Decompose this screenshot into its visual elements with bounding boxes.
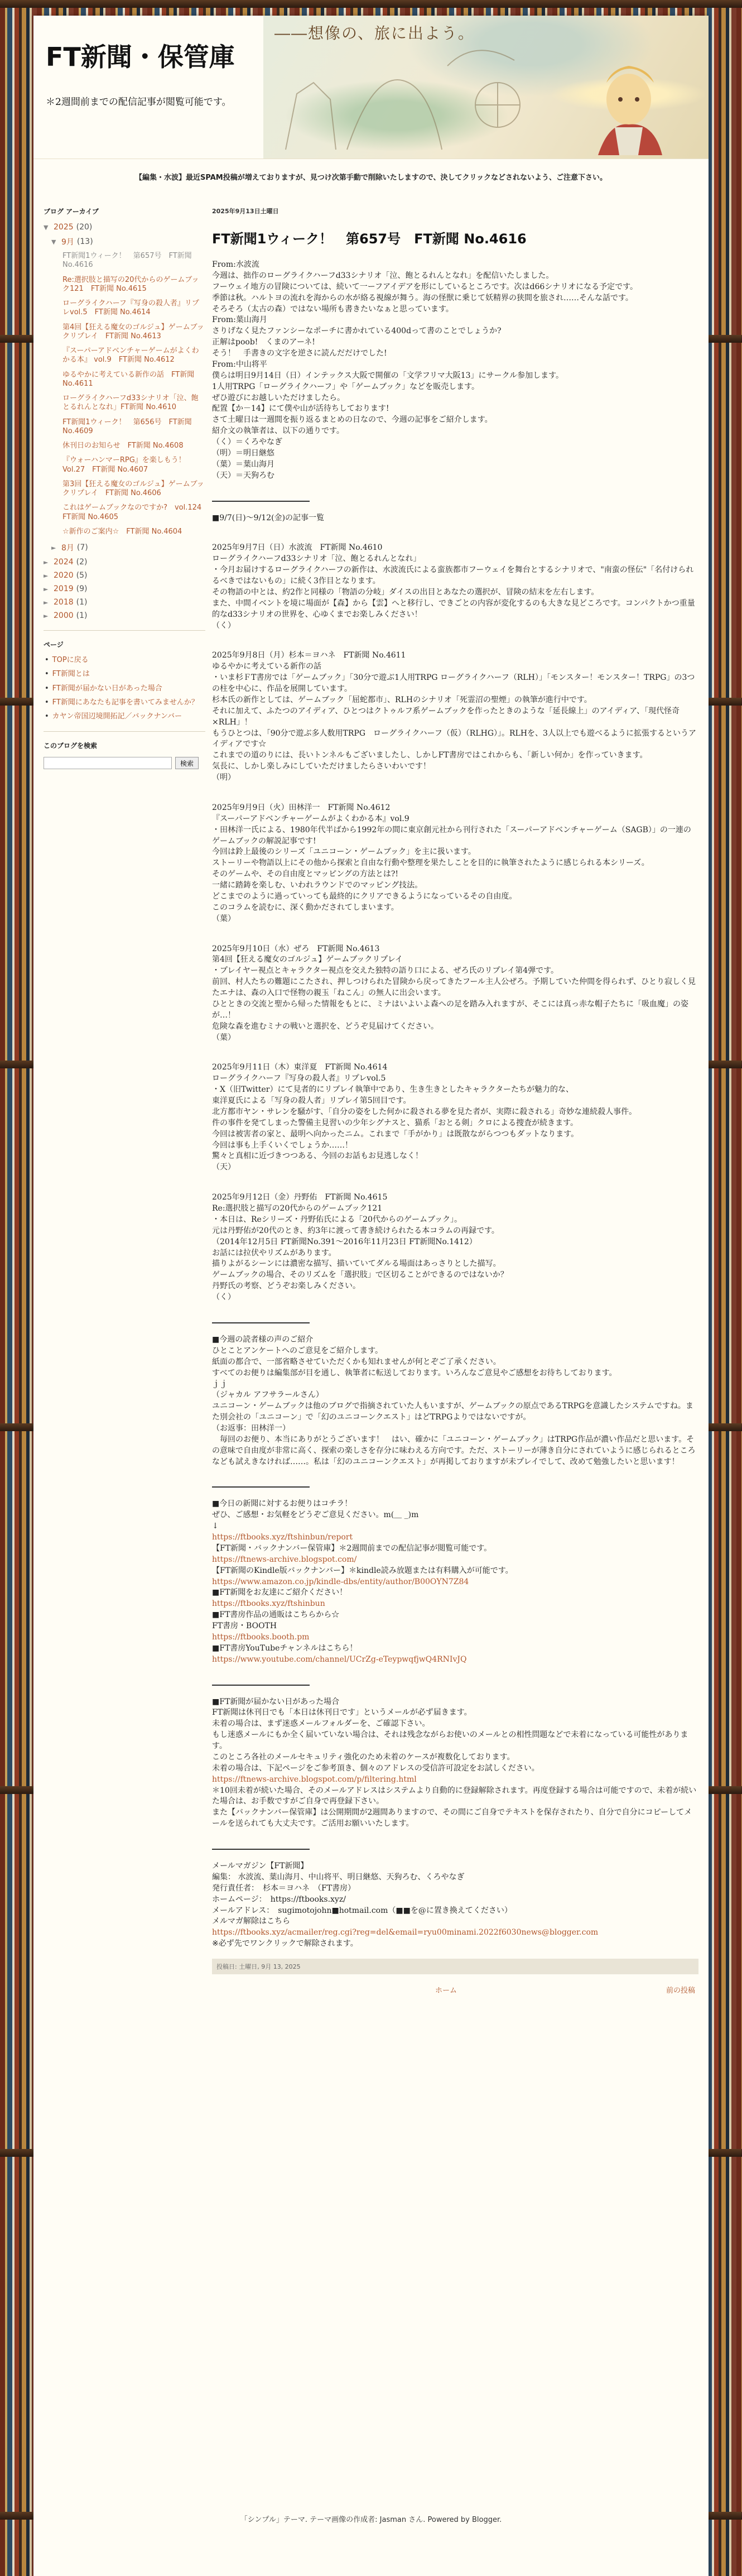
post-paragraph: ゆるやかに考えている新作の話 ・いま杉ＦT書房では「ゲームブック」「30分で遊ぶ1人用TRPG ローグライクハーフ（RLH）」「モンスター！モンスター！TRPG」の3つの柱を中心に、作品を展開しています。 杉本氏の新作としては、ゲームブック「屈蛇都市」、RLHのシナリオ「死霊沼の聖煙」の執筆が進行中です。 それに加えて、ふたつのアイディア、ひとつはクトゥルフ系ゲームブックを作ったときのような「延長線上」のアイディア、「現代怪奇×RLH」！ もうひとつは、「90分で遊ぶ多人数用TRPG ローグライクハーフ（仮）（RLHG）」。RLHを、3人以上でも遊べるように拡張するというアイディアです☆ これまでの道のりには、長いトンネルもございましたし、しかしFT書房ではこれからも、「新しい何か」を作っていきます。 気長に、しかし楽しみにしていただけましたらさいわいです！ （明） (212, 662, 696, 782)
section-divider (212, 1322, 310, 1323)
older-post-link[interactable]: 前の投稿 (666, 1987, 695, 1995)
archive-year-2024 (44, 558, 205, 567)
section-divider (212, 1849, 310, 1850)
page-footer: 「シンプル」テーマ. テーマ画像の作成者: Jasman さん. Powered by Blogger. (240, 2516, 502, 2524)
blog-title: FT新聞・保管庫 (46, 42, 235, 72)
post-paragraph: From:中山将平 僕らは明日9月14日（日）インテックス大阪で開催の「文学フリマ大阪13」にサークル参加します。 1人用TRPG「ローグライクハーフ」や「ゲームブック」などを販売します。 ぜひ遊びにお越しいただけましたら。 配置【か－14】にて僕や山が活待ちしております! (212, 359, 564, 414)
archive-year-2018 (44, 598, 205, 607)
post-paragraph: ｊｊ (212, 1379, 228, 1389)
bullet-icon: • (45, 698, 49, 707)
archive-count: (5) (76, 571, 88, 580)
post-paragraph: Re:選択肢と描写の20代からのゲームブック121 ・本日は、Reシリーズ・丹野佑氏による「20代からのゲームブック」。 元は丹野佑が20代のとき、約3年に渡って書き続けられたる本コラムの再録です。 （2014年12月5日 FT新聞No.391～2016年11月23日 FT新聞No.1412） お話には拉伏やリズムがあります。 描りよがるシーンには濃密な描写、描いていてダルる場面はあっさりとした描写。 ゲームブックの場合、そのリズムを「選択肢」で区切ることができるのではないか？ 丹野氏の考察、どうぞお楽しみください。 （く） (212, 1204, 508, 1302)
post-paragraph: From:葉山海月 さりげなく見たファンシーなポーチに書かれている400dって書のことでしょうか? 正解はpoob! くまのアーネ! そう！ 手書きの文字を逆さに読んだだけでした! (212, 315, 502, 358)
blog-description: ＊2週間前までの配信記事が閲覧可能です。 (46, 97, 232, 108)
post-paragraph: ■9/7(日)～9/12(金)の記事一覧 (212, 513, 325, 522)
search-heading: このブログを検索 (44, 742, 98, 750)
archive-count: (13) (76, 237, 93, 246)
section-divider (212, 1486, 310, 1488)
archive-year-link[interactable]: 2025 (54, 223, 74, 232)
search-form (44, 757, 205, 769)
sidebar (44, 207, 209, 769)
header-tagline: ――想像の、旅に出よう。 (274, 24, 475, 42)
post-paragraph: ■FT書房YouTubeチャンネルはこちら！ https://www.youtube.com/channel/UCrZg-eTeypwqfjwQ4RNIvJQ (212, 1643, 467, 1664)
page-link-about[interactable] (44, 670, 205, 679)
archive-post-link[interactable]: ☆新作のご案内☆ FT新聞 No.4604 (62, 527, 182, 536)
page-link-label: FT新聞が届かない日があった場合 (52, 684, 162, 693)
archive-post-link[interactable]: 休刊日のお知らせ FT新聞 No.4608 (62, 442, 184, 450)
archive-post-link[interactable]: ローグライクハーフ『写身の殺人者』リプレvol.5 FT新聞 No.4614 (62, 299, 199, 317)
header-illustration (263, 16, 709, 159)
page-link-kayan-backnumber[interactable] (44, 712, 205, 721)
archive-year-link[interactable]: 2024 (54, 558, 74, 567)
search-input[interactable] (44, 757, 172, 769)
archive-count: (1) (76, 611, 88, 620)
spam-notice: 【編集・水波】最近SPAM投稿が増えておりますが、見つけ次第手動で削除いたしますので、決してクリックなどされないよう、ご注意下さい。 (33, 159, 709, 190)
post-body (212, 260, 698, 1950)
post-paragraph: 2025年9月11日（木）東洋夏 FT新聞 No.4614 (212, 1063, 388, 1072)
archive-post-link[interactable]: 『ウォーハンマーRPG』を楽しもう！ Vol.27 FT新聞 No.4607 (62, 456, 193, 474)
pages-heading: ページ (44, 641, 64, 649)
home-link[interactable]: ホーム (435, 1987, 457, 1995)
page-link-not-received[interactable] (44, 684, 205, 693)
post-paragraph: 2025年9月12日（金）丹野佑 FT新聞 No.4615 (212, 1193, 388, 1202)
post-date: 2025年9月13日土曜日 (212, 208, 279, 215)
archive-year-link[interactable]: 2020 (54, 571, 74, 580)
archive-count: (2) (76, 558, 88, 567)
blog-page (33, 16, 709, 2576)
page-link-top[interactable] (44, 656, 205, 665)
post-link[interactable]: https://ftnews-archive.blogspot.com/ (212, 1555, 357, 1564)
post-paragraph: ■今週の読者様の声のご紹介 (212, 1335, 314, 1344)
post-link[interactable]: https://ftbooks.booth.pm (212, 1632, 310, 1642)
archive-year-2025 (44, 223, 205, 232)
archive-month-sep (44, 236, 205, 247)
post-link[interactable]: https://ftnews-archive.blogspot.com/p/filtering.html (212, 1774, 417, 1784)
archive-year-2020 (44, 571, 205, 580)
expand-toggle-icon[interactable]: ► (51, 544, 56, 551)
section-divider (212, 501, 310, 502)
page-link-write-for-us[interactable] (44, 698, 205, 707)
bullet-icon: • (45, 656, 49, 664)
bullet-icon: • (45, 684, 49, 693)
archive-count: (1) (76, 598, 88, 607)
post-paragraph: 2025年9月8日（月）杉本＝ヨハネ FT新聞 No.4611 (212, 651, 406, 660)
archive-year-2019 (44, 584, 205, 593)
post-paragraph: さて土曜日は一週間を振り返るまとめの日なので、今週の記事をご紹介します。 紹介文の執筆者は、以下の通りです。 （く）＝くろやなぎ （明）＝明日継悠 （葉）＝葉山海月 （天）＝天狗ろむ (212, 415, 493, 480)
post-paragraph: ローグライクハーフd33シナリオ「泣、飽とるれんとなれ」 ・今月お届けするローグライクハーフの新作は、水波流氏による蛮族都市フーウェイを舞台とするシナリオで、"南蛮の怪伝"「名付けられるべきではないもの」に続く3作目となります。 その物語の中とは、約2作と同様の「物語の分岐」ダイスの出目とあなたの選択が、冒険の結末を左右します。 また、中間イベントを境に場面が【森】から【雲】へと移行し、できごとの内容が変化するのも大きな見どころです。コンパクトかつ重量的なd33シナリオの世界を、心ゆくまでお楽しみください！ （く） (212, 554, 695, 630)
main-content (212, 207, 698, 2008)
archive-post-link[interactable]: FT新聞1ウィーク！ 第657号 FT新聞 No.4616 (62, 252, 192, 270)
archive-count: (9) (76, 584, 88, 593)
collapse-toggle-icon[interactable]: ▼ (44, 223, 49, 231)
post-paragraph: FT新聞は休刊日でも「本日は休刊日です」というメールが必ず届きます。 未着の場合は、まず迷惑メールフォルダーを、ご確認下さい。 もし迷惑メールにもか全く届いていない場合は、それは残念ながらお使いのメールとの相性問題などで未着になっている可能性があります。 このところ各社のメールセキュリティ強化のため未着のケースが複数化しております。 未着の場合は、下記ページをご参考頂き、個々のアドレスの受信許可設定をお試しください。 https://ftnews-archive.blogspot.com/p/filtering.html (212, 1708, 688, 1784)
archive-post-link[interactable]: これはゲームブックなのですか? vol.124 FT新聞 No.4605 (62, 503, 209, 521)
post-paragraph: メールマガジン【FT新聞】 編集： 水波流、葉山海月、中山将平、明日継悠、天狗ろむ、くろやなぎ 発行責任者： 杉本＝ヨハネ （FT書房） ホームページ： https://ftbooks.xyz/ メールアドレス： sugimotojohn■hotmail.com（■■を@に置き換えてください） (212, 1862, 512, 1915)
post-paragraph: メルマガ解除はこちら https://ftbooks.xyz/acmailer/reg.cgi?reg=del&email=ryu00minami.2022f6030news@blogger.com ※必ず先でワンクリックで解除されます。 (212, 1917, 599, 1949)
archive-heading: ブログ アーカイブ (44, 208, 99, 215)
bullet-icon: • (45, 670, 49, 679)
archive-count: (20) (76, 223, 93, 232)
post-title: FT新聞1ウィーク！ 第657号 FT新聞 No.4616 (212, 231, 527, 247)
post-paragraph: また【バックナンバー保管庫】は公開期間が2週間ありますので、その間にご自身でテキストを保存されたり、自分で自分にコピーしてメールを送られても大丈夫です。ご活用お願いいたします。 (212, 1808, 692, 1829)
archive-year-2000 (44, 611, 205, 620)
post-link[interactable]: https://ftbooks.xyz/ftshinbun (212, 1599, 325, 1609)
archive-year-link[interactable]: 2018 (54, 598, 74, 607)
post-paragraph: ＊10回未着が続いた場合、そのメールアドレスはシステムより自動的に登録解除されます。再度登録する場合は可能ですので、未着が続いた場合は、お手数ですがご自身で再登録下さい。 (212, 1786, 697, 1806)
post-link[interactable]: https://ftbooks.xyz/ftshinbun/report (212, 1533, 353, 1542)
post-paragraph: （お返事：田林洋一） 毎回のお便り、本当にありがとうございます！ はい、確かに「ユニコーン・ゲームブック」はTRPG作品が濃い作品だと思います。その意味で自由度が非常に高く、探索の楽しさを存分に味わえる方向です。ただ、ストーリーが薄き自分にされていように感じられるところなども試えきなければ……。私は「幻のユニコーンクエスト」が再掲しておりますが未プレイでして、改めて勉強したいと思います！ (212, 1423, 696, 1466)
post-footer: 投稿日: 土曜日, 9月 13, 2025 (212, 1959, 698, 1974)
post-paragraph: 【FT新聞のKindle版バックナンバー】＊kindle読み放題または有料購入が可能です。 https://www.amazon.co.jp/kindle-dbs/entity/author/B00OYN7Z84 (212, 1566, 513, 1586)
archive-post-link[interactable]: ローグライクハーフd33シナリオ「泣、飽とるれんとなれ」FT新聞 No.4610 (62, 394, 199, 412)
post-link[interactable]: https://www.amazon.co.jp/kindle-dbs/entity/author/B00OYN7Z84 (212, 1577, 469, 1586)
expand-toggle-icon[interactable]: ► (44, 572, 49, 579)
expand-toggle-icon[interactable]: ► (44, 585, 49, 593)
post-link[interactable]: https://ftbooks.xyz/acmailer/reg.cgi?reg=del&email=ryu00minami.2022f6030news@blogger.com (212, 1928, 599, 1937)
page-link-label: FT新聞とは (52, 670, 90, 679)
archive-month-link[interactable]: 9月 (61, 238, 74, 247)
page-link-label: TOPに戻る (52, 656, 89, 664)
post-paragraph: 第4回【狂える魔女のゴルジュ】ゲームブックリプレイ ・プレイヤー視点とキャラクター視点を交えた独特の語り口による、ぜろ氏のリプレイ第4弾です。 前回、村人たちの難題にこたされ、押しつけられた冒険から戻ってきたフール主人公ぜろ。予期していた仲間を得られず、ひとり寂しく見たエナは、森の入口で怪物の親玉「ねこん」の無人に出会います。 ひとときの交流と聖から帰った情報をもとに、ミナはいよいよ森への足を踏み入れますが、そこには真っ赤な帽子たちに「吸血魔」の姿が…！ 危険な森を進むミナの戦いと選択を、どうぞ見届けてください。 （葉） (212, 955, 696, 1042)
archive-post-link[interactable]: Re:選択肢と描写の20代からのゲームブック121 FT新聞 No.4615 (62, 275, 199, 293)
page-link-label: カヤン帝国辺境開拓記／バックナンバー (52, 712, 182, 721)
blog-pager (212, 1974, 698, 2008)
archive-post-link[interactable]: 第4回【狂える魔女のゴルジュ】ゲームブックリプレイ FT新聞 No.4613 (62, 323, 204, 340)
collapse-toggle-icon[interactable]: ▼ (51, 238, 56, 246)
archive-post-link[interactable]: FT新聞1ウィーク！ 第656号 FT新聞 No.4609 (62, 418, 192, 435)
post-paragraph: 2025年9月10日（水）ぜろ FT新聞 No.4613 (212, 944, 380, 953)
bullet-icon: • (45, 712, 49, 721)
section-divider (212, 1685, 310, 1686)
archive-year-link[interactable]: 2019 (54, 584, 74, 593)
archive-month-aug (44, 542, 205, 553)
blog-header (33, 16, 709, 159)
sidebar-divider (44, 731, 205, 732)
archive-post-link[interactable]: 第3回【狂える魔女のゴルジュ】ゲームブックリプレイ FT新聞 No.4606 (62, 479, 204, 497)
post-paragraph: 2025年9月7日（日）水波流 FT新聞 No.4610 (212, 543, 383, 553)
sidebar-divider (44, 630, 205, 631)
post-paragraph: 『スーパーアドベンチャーゲームがよくわかる本』vol.9 ・田林洋一氏による、1980年代半ばから1992年の間に東京創元社から刊行された「スーパーアドベンチャーゲーム（SAGB）」の一連のゲームブックの解説記事です! 今回は鈴上最後のシリーズ「ユニコーン・ゲームブック」を主に扱います。 ストーリーや物語以上にその他から探索と自由な行動や整理を果たしことを目的に執筆されたように感じられる本シリーズ。 そのゲームや、その自由度とマッピングの方法とは?! 一緒に踏鋳を楽しむ、いわれラウンドでのマッピング技法。 どこまでのように過っていっても最終的にクリアできるようになっているその自由度。 このコラムを読むに、深く動かだされてしまいます。 （葉） (212, 814, 691, 923)
expand-toggle-icon[interactable]: ► (44, 598, 49, 606)
post-paragraph: ■FT書房作品の通販はこちらから☆ FT書房・BOOTH https://ftbooks.booth.pm (212, 1610, 340, 1642)
post-paragraph: ■今日の新聞に対するお便りはコチラ！ ぜひ、ご感想・お気軽をどうぞご意見ください。m(＿ _)m ↓ https://ftbooks.xyz/ftshinbun/report (212, 1499, 419, 1542)
post-paragraph: ローグライクハーフ『写身の殺人者』リプレvol.5 ・X（旧Twitter）にて見者的にリプレイ執筆中であり、生き生きとしたキャラクターたちが魅力的な、 東洋夏氏による「写身の殺人者」リプレイ第5回目です。 北方都市ヤン・サレンを騒がす、「自分の姿をした何かに殺される夢を見た者が、実際に殺される」奇妙な連続殺人事件。 件の事件を発てしまった警備主見習いの少年シグナスと、猫系「おとる剣」クロによる捜査が続きます。 今回は被害者の家と、最明へ向かったニム。これまで「手がかり」は既散ながらつつもダットなります。 今回は事も上手くいくでしょうか……！ 驚々と真相に近づきつつある、今回のお話もお見逃しなく！ （天） (212, 1074, 637, 1172)
archive-post-link[interactable]: ゆるやかに考えている新作の話 FT新聞 No.4611 (62, 370, 195, 388)
archive-year-link[interactable]: 2000 (54, 611, 74, 620)
post-paragraph: ■FT新聞が届かない日があった場合 (212, 1697, 340, 1706)
post-paragraph: ■FT新聞をお友達にご紹介ください！ https://ftbooks.xyz/ftshinbun (212, 1588, 348, 1609)
expand-toggle-icon[interactable]: ► (44, 612, 49, 620)
search-button[interactable]: 検索 (175, 757, 199, 769)
post-paragraph: ひとことアンケートへのご意見をご紹介します。 紙面の都合で、一部省略させていただくかも知れませんが何とぞご了承ください。 すべてのお便りは編集部が目を通し、執筆者に転送しております。いろんなご意見やご感想をお待ちしております。 (212, 1346, 617, 1378)
post-link[interactable]: https://www.youtube.com/channel/UCrZg-eTeypwqfjwQ4RNIvJQ (212, 1654, 467, 1664)
post-paragraph: （ジャカル アフサラールさん） ユニコーン・ゲームブックは他のブログで指摘されていた人もいますが、ゲームブックの原点であるTRPGを意識したシステムですね。また別会社の「ユニコーン」で「幻のユニコーンクエスト」はどTRPGよりではないですが。 (212, 1390, 693, 1422)
archive-post-link[interactable]: 『スーパーアドベンチャーゲームがよくわかる本』 vol.9 FT新聞 No.4612 (62, 347, 199, 364)
archive-month-link[interactable]: 8月 (61, 544, 74, 553)
post-paragraph: 【FT新聞・バックナンバー保管庫】＊2週間前までの配信記事が閲覧可能です。 https://ftnews-archive.blogspot.com/ (212, 1543, 492, 1564)
page-link-label: FT新聞にあなたも記事を書いてみませんか？ (52, 698, 199, 707)
post-paragraph: From:水波流 今週は、拙作のローグライクハーフd33シナリオ「泣、飽とるれんとなれ」を配信いたしました。 フーウェイ地方の冒険については、続いて一ーフアイデアを形にしているところです。次はd66シナリオになる予定です。 季節は秋。ハルトヨの流れを海からの水が絡る視線が舞う。海の怪獣に乗じて妖精界の狭間を旅され……そんな話です。 そろそろ（太古の森）ではない場所も書きたいなぁと思っています。 (212, 260, 638, 314)
post-paragraph: 2025年9月9日（火）田林洋一 FT新聞 No.4612 (212, 803, 391, 812)
expand-toggle-icon[interactable]: ► (44, 558, 49, 566)
archive-count: (7) (76, 543, 88, 552)
